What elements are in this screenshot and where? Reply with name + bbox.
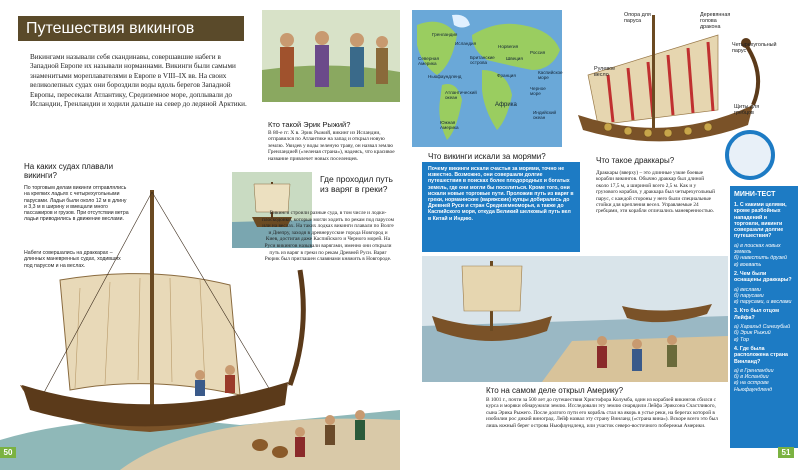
quiz-q3-a[interactable]: а) Харальд Синезубый: [734, 324, 791, 331]
map-label-black-sea: Черное море: [530, 86, 546, 96]
map-label-iceland: Исландия: [455, 41, 477, 46]
question-route-heading: Где проходил путь из варяг в греки?: [320, 174, 393, 194]
map-label-north-america: Северная Америка: [418, 56, 439, 66]
question-erik-text: В 80-е гг. X в. Эрик Рыжий, викинг из Исландии, отправился по Атлантике на запад и открыл новую землю. Увидев у воды зеленую траву, он назвал землю Гренландией («зеленая страна»), надеясь, что красивое название привлечет новых поселенцев.: [268, 130, 395, 162]
page-title: Путешествия викингов: [18, 16, 244, 41]
compass-icon: [725, 130, 775, 180]
label-rudder: Рулевое весло: [594, 66, 616, 78]
quiz-q1: 1. С какими целями, кроме разбойных нападений и торговли, викинги совершали долгие путешествия?: [734, 202, 787, 240]
map-label-british-isles: Британские острова: [470, 55, 495, 65]
question-ships-text: По торговым делам викинги отправлялись на крепких ладьях с четырехугольными парусами. Ладьи были около 12 м в длину и 3,3 м в ширину и вмещали много пассажиров и грузов. При отсутствии ветра ладьи приводились в движение веслами.: [24, 185, 129, 223]
quiz-q4-c[interactable]: в) на острове Ньюфаундленд: [734, 380, 773, 393]
page-number-left: 50: [0, 447, 16, 458]
map-label-atlantic: Атлантический океан: [445, 90, 477, 100]
question-drakkar-heading: Что такое драккары?: [596, 156, 675, 165]
label-dragon-head: Деревянная голова дракона: [700, 12, 731, 30]
map-label-sweden: Швеция: [506, 56, 523, 61]
map-label-russia: Россия: [530, 50, 546, 55]
quiz-q4: 4. Где была расположена страна Винланд?: [734, 345, 789, 365]
quiz-q3: 3. Кто был отцом Лейфа?: [734, 308, 780, 321]
quiz-q1-c[interactable]: в) воевать: [734, 261, 762, 268]
intro-text: Викингами называли себя скандинавы, совершавшие набеги в Западной Европе их называли норманнами. Викинги были самыми знаменитыми мореплавателями в Европе в VIII–IX вв. На своих великолепных судах они бороздили воды вдоль берегов Западной Европы, пересекали Атлантику, Средиземное море, доплывали до Исландии, Гренландии и ходили дальше на север до ледяной Арктики.: [30, 53, 247, 109]
map-label-caspian: Каспийское море: [538, 70, 563, 80]
label-sail: Четырехугольный парус: [732, 42, 777, 54]
map-label-south-america: Южная Америка: [440, 120, 459, 130]
question-why-box: Почему викинги искали счастья за морями, точно не известно. Возможно, они совершали долгие путешествия в поисках более плодородных и богатых земель, где они могли бы поселиться. Кроме того, они искали новые торговые пути. Проложив путь из варяг в греки, норманнские (варяжские) купцы добирались до Древней Руси и стран Средиземноморья, а также до Каспийского моря, откуда Великий шелковый путь вел в Китай и Индию.: [422, 162, 580, 252]
map-label-france: Франция: [497, 73, 516, 78]
map-label-africa: Африка: [495, 102, 517, 108]
erik-illustration: [262, 10, 400, 102]
question-drakkar-text: Драккары (вверху) – это длинные узкие боевые корабли викингов. Обычно драккар был длиной около 17,5 м, а шириной всего 2,5 м. Как и у грузового корабля, у драккара был четырехугольный парус, с каждой стороны у него были специальные стойки для крепления весел. Управляемые 24 гребцами, эти корабли отличались маневренностью.: [596, 170, 715, 215]
mini-test-title: МИНИ-ТЕСТ: [734, 191, 776, 198]
quiz-q1-b[interactable]: б) навестить друзей: [734, 255, 787, 262]
question-erik-heading: Кто такой Эрик Рыжий?: [268, 120, 351, 129]
mini-test-box: [730, 186, 798, 448]
label-shields: Щиты для гребцов: [734, 104, 760, 116]
quiz-q4-b[interactable]: б) в Исландии: [734, 374, 769, 381]
question-ships-heading: На каких судах плавали викинги?: [24, 162, 114, 180]
map-label-greenland: Гренландия: [432, 32, 458, 37]
question-ships-text-2: Набеги совершались на драккарах – длинных маневренных судах, ходивших под парусом и на веслах.: [24, 250, 121, 269]
quiz-q2: 2. Чем были оснащены драккары?: [734, 270, 792, 284]
quiz-q2-c[interactable]: в) парусами, и веслами: [734, 299, 792, 306]
question-america-text: В 1001 г., почти за 500 лет до путешествия Христофора Колумба, один из кораблей викингов сбился с курса и моряки обнаружили землю. Исследовали эту землю снарядили Лейфа Эриксона Счастливого, сына Эрика Рыжего. После долгого пути его корабль стал на якорь в устье реки, на берегах которой в изобилии рос дикий виноград. Лейф назвал эту страну Винланд («страна вина»). Вскоре всего это был лишь южный берег острова Ньюфаундленд, или участок северо-восточного побережья Америки.: [486, 397, 718, 429]
map-label-newfoundland: Ньюфаундленд: [428, 74, 462, 79]
map-label-norway: Норвегия: [498, 44, 519, 49]
page-number-right: 51: [778, 447, 794, 458]
quiz-q1-a[interactable]: а) в поисках новых земель: [734, 242, 781, 256]
quiz-q4-a[interactable]: а) в Гренландии: [734, 367, 774, 374]
harbor-illustration: [422, 256, 728, 382]
question-why-heading: Что викинги искали за морями?: [428, 152, 546, 161]
quiz-q2-b[interactable]: б) парусами: [734, 292, 764, 299]
quiz-q3-b[interactable]: б) Эрик Рыжий: [734, 330, 771, 337]
question-route-text: Викинги строили разные суда, в том числе и лодки-плоскодонки, которые могли ходить по рекам под парусом или на веслах. На таких лодках викинги плавали по Волге и Днепру, заходя в древнерусские города Новгород и Киев, достигая даже Каспийского и Черного морей. На Руси викингов называли варягами, именно они открыли путь из варяг в греки по рекам Древней Руси. Варяг Рюрик был приглашен славянами княжить в Новгороде.: [262, 210, 394, 263]
quiz-q2-a[interactable]: а) веслами: [734, 286, 761, 293]
label-sail-support: Опора для паруса: [624, 12, 651, 24]
map-label-indian-ocean: Индийский океан: [533, 110, 557, 120]
question-america-heading: Кто на самом деле открыл Америку?: [486, 386, 624, 395]
quiz-q3-c[interactable]: в) Тор: [734, 336, 749, 343]
